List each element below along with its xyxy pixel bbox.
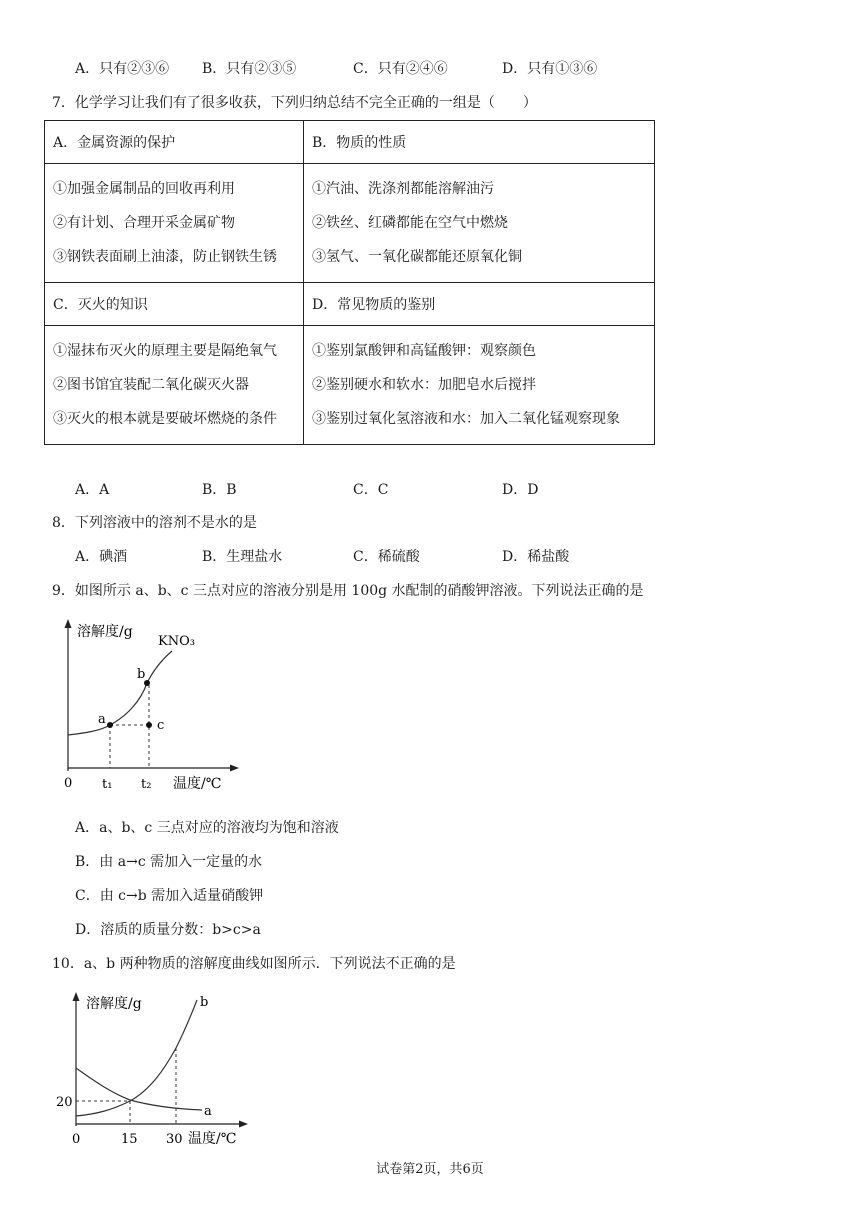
q8-option-d: D．稀盐酸: [502, 549, 570, 565]
q9-origin-label: 0: [64, 776, 73, 791]
q9-x-label: 温度/℃: [173, 776, 222, 792]
q6-option-c: C．只有②④⑥: [353, 61, 448, 77]
q8-option-c: C．稀硫酸: [353, 549, 420, 565]
q6-option-d: D．只有①③⑥: [502, 61, 598, 77]
q7-option-c: C．C: [353, 482, 389, 498]
q10-curve-b: [76, 1000, 197, 1116]
q7-stem: 7．化学学习让我们有了很多收获，下列归纳总结不完全正确的一组是（ ）: [52, 95, 537, 111]
q7-cell-c-title: C．灭火的知识: [45, 283, 304, 326]
q10-x-axis-arrow: [239, 1121, 248, 1128]
q10-origin-label: 0: [72, 1132, 81, 1147]
q7-c-item-1: ①湿抹布灭火的原理主要是隔绝氧气: [53, 343, 277, 359]
q9-option-c: C．由 c→b 需加入适量硝酸钾: [75, 888, 264, 904]
q10-xtick-15: 15: [121, 1132, 138, 1147]
q9-point-a: [107, 722, 113, 728]
q7-cell-d-title: D．常见物质的鉴别: [304, 283, 655, 326]
q8-option-a: A．碘酒: [75, 549, 128, 565]
q10-curve-b-label: b: [200, 995, 209, 1010]
q10-x-label: 温度/℃: [188, 1131, 237, 1147]
q9-solubility-graph: [55, 615, 245, 800]
q6-option-b: B．只有②③⑤: [202, 61, 297, 77]
q7-b-item-2: ②铁丝、红磷都能在空气中燃烧: [312, 215, 508, 231]
q9-point-b-label: b: [137, 667, 146, 682]
q10-solubility-graph: [52, 988, 262, 1150]
q7-b-item-1: ①汽油、洗涤剂都能溶解油污: [312, 181, 494, 197]
q7-d-item-3: ③鉴别过氧化氢溶液和水：加入二氧化锰观察现象: [312, 411, 620, 427]
q7-d-item-1: ①鉴别氯酸钾和高锰酸钾：观察颜色: [312, 343, 536, 359]
q7-a-item-2: ②有计划、合理开采金属矿物: [53, 215, 235, 231]
q7-option-b: B．B: [202, 482, 237, 498]
q8-option-b: B．生理盐水: [202, 549, 283, 565]
q9-x-axis-arrow: [230, 765, 239, 772]
q10-y-axis-arrow: [73, 992, 80, 1001]
q7-c-item-3: ③灭火的根本就是要破坏燃烧的条件: [53, 411, 277, 427]
q9-point-a-label: a: [98, 712, 106, 727]
q9-curve-label: KNO₃: [158, 634, 195, 649]
q7-cell-b-items: [304, 164, 655, 283]
q10-xtick-30: 30: [166, 1132, 183, 1147]
q9-option-a: A．a、b、c 三点对应的溶液均为饱和溶液: [75, 820, 339, 836]
q9-option-b: B．由 a→c 需加入一定量的水: [75, 854, 263, 870]
q10-ytick-20: 20: [56, 1095, 73, 1110]
q10-curve-a: [76, 1068, 202, 1110]
q9-y-label: 溶解度/g: [77, 624, 133, 640]
q9-point-c: [146, 722, 152, 728]
q9-stem: 9．如图所示 a、b、c 三点对应的溶液分别是用 100g 水配制的硝酸钾溶液。下列说法正确的是: [52, 583, 644, 599]
q7-a-item-3: ③钢铁表面刷上油漆，防止钢铁生锈: [53, 249, 277, 265]
page-footer: 试卷第2页，共6页: [376, 1162, 484, 1177]
q7-d-item-2: ②鉴别硬水和软水：加肥皂水后搅拌: [312, 377, 536, 393]
q10-curve-a-label: a: [204, 1104, 212, 1119]
q7-option-d: D．D: [502, 482, 539, 498]
q8-stem: 8．下列溶液中的溶剂不是水的是: [52, 515, 257, 531]
q7-b-item-3: ③氢气、一氧化碳都能还原氧化铜: [312, 249, 522, 265]
q7-c-item-2: ②图书馆宜装配二氧化碳灭火器: [53, 377, 249, 393]
q7-cell-c-items: [45, 326, 304, 445]
q6-option-a: A．只有②③⑥: [75, 61, 170, 77]
q9-point-c-label: c: [157, 718, 165, 733]
q7-a-item-1: ①加强金属制品的回收再利用: [53, 181, 235, 197]
q9-option-d: D．溶质的质量分数：b>c>a: [75, 922, 261, 938]
q7-cell-b-title: B．物质的性质: [304, 121, 655, 164]
q7-cell-a-items: [45, 164, 304, 283]
q10-stem: 10．a、b 两种物质的溶解度曲线如图所示．下列说法不正确的是: [52, 956, 456, 972]
q9-xtick-t1: t₁: [102, 777, 113, 792]
q7-cell-d-items: [304, 326, 655, 445]
q7-cell-a-title: A．金属资源的保护: [45, 121, 304, 164]
q9-xtick-t2: t₂: [141, 777, 152, 792]
q10-y-label: 溶解度/g: [86, 996, 142, 1012]
q9-y-axis-arrow: [65, 619, 72, 628]
q7-option-a: A．A: [75, 482, 110, 498]
q7-summary-table: [44, 120, 655, 445]
